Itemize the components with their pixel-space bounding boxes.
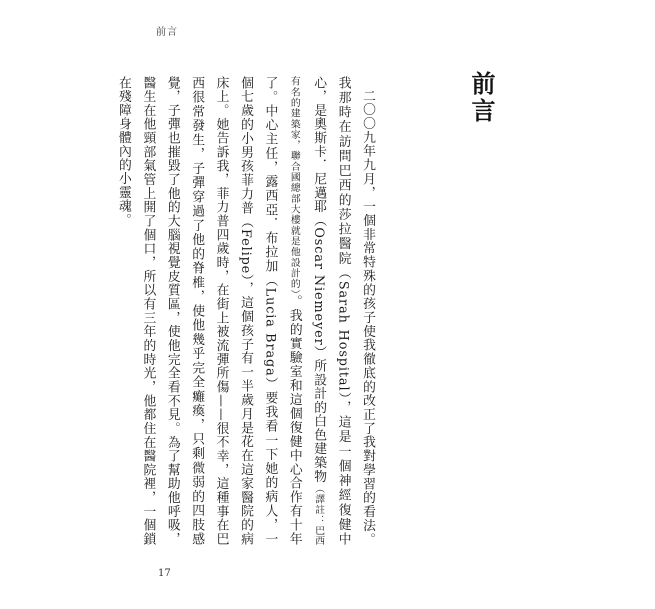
chapter-title: 前言: [467, 71, 496, 125]
text-block: [115, 65, 505, 559]
paragraph: [111, 76, 379, 546]
paragraph-text-before-note: 二〇〇九年九月，一個非常特殊的孩子使我徹底的改正了我對學習的看法。我那時在訪問巴西的莎拉醫院（Sarah Hospital），這是一個神經復健中心，是奧斯卡．尼邁耶（Oscar Niemeyer）所設計的白色建築物: [311, 76, 375, 546]
translator-note: （譯註：巴西有名的建築家，聯合國總部大樓就是他設計的）: [288, 76, 325, 546]
page-number: 17: [158, 568, 171, 579]
running-header: 前言: [156, 27, 178, 38]
paragraph-text-after-note: 。我的實驗室和這個復健中心合作有十年了。中心主任，露西亞．布拉加（Lucia Braga）要我看一下她的病人，一個七歲的小男孩菲力普（Felipe），這個孩子有一半歲月是花在這家醫院的病床上。她告訴我，菲力普四歲時，在街上被流彈所傷——很不幸，這種事在巴西很常發生，子彈穿過了他的脊椎，使他幾乎完全癱瘓，只剩微弱的四肢感覺，子彈也摧毀了他的大腦視覺皮質區，使他完全看不見。為了幫助他呼吸，醫生在他頸部氣管上開了個口，所以有三年的時光，他都住在醫院裡，一個鎖在殘障身體內的小靈魂。: [115, 76, 302, 546]
body-text: [111, 76, 379, 546]
